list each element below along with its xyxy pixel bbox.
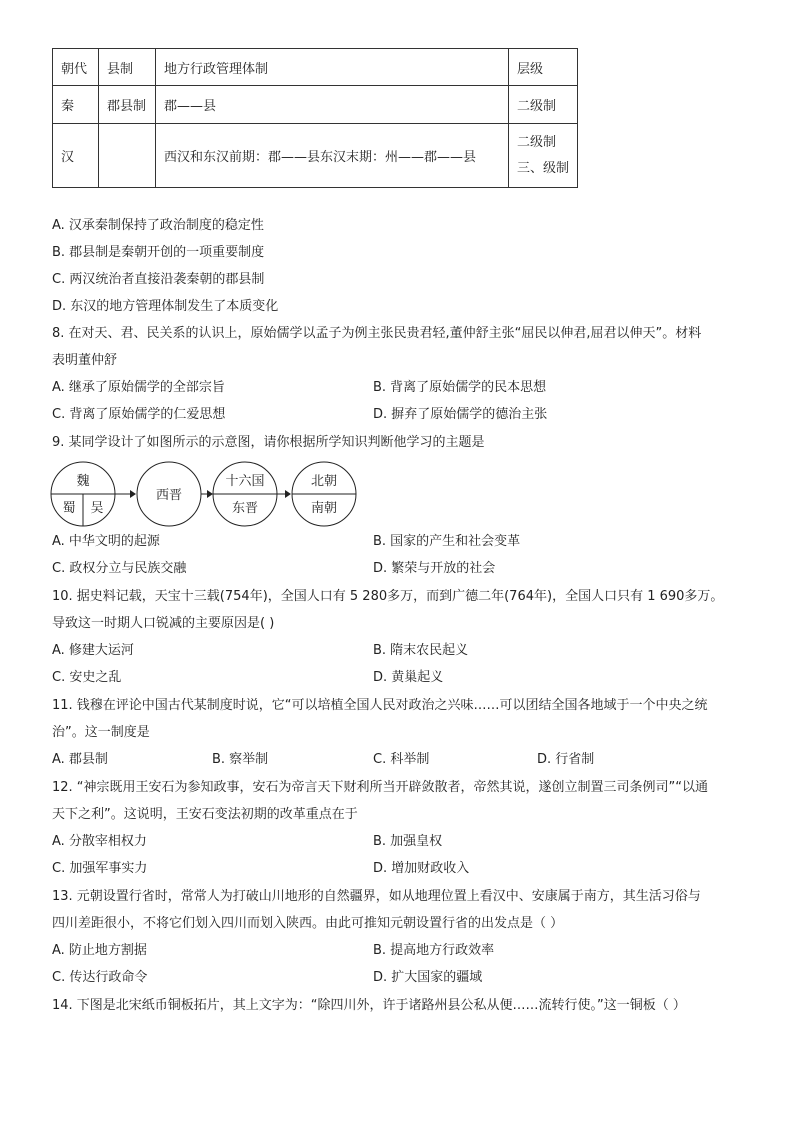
table-cell: 郡——县 — [156, 86, 509, 124]
q8-option-c: C. 背离了原始儒学的仁爱思想 — [52, 407, 226, 422]
q10-option-b: B. 隋末农民起义 — [373, 643, 469, 658]
q10-option-d: D. 黄巢起义 — [373, 670, 444, 685]
table-cell — [509, 124, 578, 188]
q12-option-b: B. 加强皇权 — [373, 834, 443, 849]
label-northern-dynasties: 北朝 — [310, 474, 338, 489]
table-header-cell: 朝代 — [53, 49, 99, 86]
level-line: 二级制 — [517, 134, 557, 150]
table-header-row — [53, 49, 578, 86]
label-wei: 魏 — [76, 474, 90, 489]
q14-stem: 14. 下图是北宋纸币铜板拓片，其上文字为：“除四川外，许于诸路州县公私从便……流转行使。”这一铜板（ ） — [52, 998, 686, 1013]
q11-stem-line1: 11. 钱穆在评论中国古代某制度时说，它“可以培植全国人民对政治之兴味……可以团结全国各地域于一个中央之统 — [52, 698, 708, 713]
q10-stem-line2: 导致这一时期人口锐减的主要原因是( ) — [52, 616, 275, 631]
q13-option-a: A. 防止地方割据 — [52, 943, 147, 958]
table-row — [53, 86, 578, 124]
q7-option-c: C. 两汉统治者直接沿袭秦朝的郡县制 — [52, 272, 265, 287]
q9-option-d: D. 繁荣与开放的社会 — [373, 561, 496, 576]
q13-stem-line1: 13. 元朝设置行省时，常常人为打破山川地形的自然疆界，如从地理位置上看汉中、安康属于南方，其生活习俗与 — [52, 889, 701, 904]
table-row — [53, 124, 578, 188]
dynasty-diagram — [50, 461, 360, 527]
q12-stem-line1: 12. “神宗既用王安石为参知政事，安石为帝言天下财利所当开辟敛散者，帝然其说，遂创立制置三司条例司”“以通 — [52, 780, 709, 795]
arrow-head — [130, 490, 136, 498]
q9-option-c: C. 政权分立与民族交融 — [52, 561, 187, 576]
q13-stem-line2: 四川差距很小，不将它们划入四川而划入陕西。由此可推知元朝设置行省的出发点是（ ） — [52, 916, 564, 931]
label-shu: 蜀 — [62, 501, 76, 516]
q11-option-b: B. 察举制 — [212, 752, 269, 767]
q8-stem-line1: 8. 在对天、君、民关系的认识上，原始儒学以孟子为例主张民贵君轻,董仲舒主张“屈民以伸君,屈君以伸天”。材料 — [52, 326, 702, 341]
table-cell: 西汉和东汉前期：郡——县东汉末期：州——郡——县 — [156, 124, 509, 188]
table-cell: 二级制 — [509, 86, 578, 124]
q11-option-c: C. 科举制 — [373, 752, 430, 767]
q8-stem-line2: 表明董仲舒 — [52, 353, 118, 368]
q10-stem-line1: 10. 据史料记载，天宝十三载(754年)，全国人口有 5 280多万，而到广德二年(764年)，全国人口只有 1 690多万。 — [52, 589, 724, 604]
q9-option-a: A. 中华文明的起源 — [52, 534, 160, 549]
q7-option-b: B. 郡县制是秦朝开创的一项重要制度 — [52, 245, 265, 260]
arrow-head — [285, 490, 291, 498]
label-sixteen-kingdoms: 十六国 — [225, 474, 265, 489]
label-eastern-jin: 东晋 — [231, 501, 259, 516]
q9-option-b: B. 国家的产生和社会变革 — [373, 534, 521, 549]
q11-option-d: D. 行省制 — [537, 752, 595, 767]
q12-option-d: D. 增加财政收入 — [373, 861, 470, 876]
arrow-head — [207, 490, 213, 498]
q13-option-b: B. 提高地方行政效率 — [373, 943, 495, 958]
table-cell: 汉 — [53, 124, 99, 188]
q11-stem-line2: 治”。这一制度是 — [52, 725, 150, 740]
q12-stem-line2: 天下之利”。这说明，王安石变法初期的改革重点在于 — [52, 807, 358, 822]
table-cell — [99, 124, 156, 188]
q8-option-b: B. 背离了原始儒学的民本思想 — [373, 380, 547, 395]
q7-option-a: A. 汉承秦制保持了政治制度的稳定性 — [52, 218, 264, 233]
table-header-cell: 层级 — [509, 49, 578, 86]
q10-option-a: A. 修建大运河 — [52, 643, 134, 658]
table-cell: 郡县制 — [99, 86, 156, 124]
admin-system-table — [52, 48, 578, 188]
label-southern-dynasties: 南朝 — [310, 501, 338, 516]
q10-option-c: C. 安史之乱 — [52, 670, 122, 685]
q8-option-a: A. 继承了原始儒学的全部宗旨 — [52, 380, 225, 395]
q12-option-c: C. 加强军事实力 — [52, 861, 148, 876]
level-line: 三、级制 — [517, 160, 570, 176]
table-cell: 秦 — [53, 86, 99, 124]
label-wu: 吴 — [90, 501, 104, 516]
table-header-cell: 地方行政管理体制 — [156, 49, 509, 86]
q9-stem: 9. 某同学设计了如图所示的示意图，请你根据所学知识判断他学习的主题是 — [52, 435, 485, 450]
table-header-cell: 县制 — [99, 49, 156, 86]
q8-option-d: D. 摒弃了原始儒学的德治主张 — [373, 407, 548, 422]
q7-option-d: D. 东汉的地方管理体制发生了本质变化 — [52, 299, 279, 314]
q11-option-a: A. 郡县制 — [52, 752, 108, 767]
q13-option-c: C. 传达行政命令 — [52, 970, 148, 985]
q12-option-a: A. 分散宰相权力 — [52, 834, 147, 849]
q13-option-d: D. 扩大国家的疆域 — [373, 970, 483, 985]
label-western-jin: 西晋 — [155, 488, 183, 503]
